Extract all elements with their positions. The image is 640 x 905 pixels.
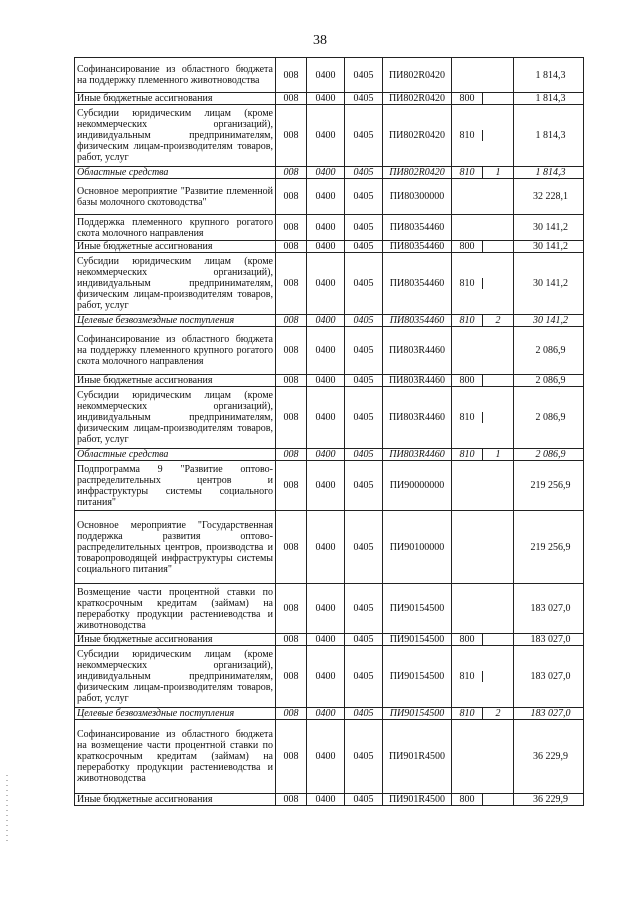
- section-code-cell: 0400: [307, 315, 345, 327]
- section-code-cell: 0400: [307, 93, 345, 105]
- section-code-cell: 0400: [307, 511, 345, 584]
- expense-type-cell: [452, 315, 514, 327]
- section-code-cell: 0400: [307, 449, 345, 461]
- subsection-code-cell: 0405: [345, 167, 383, 179]
- expense-type-cell: [452, 58, 514, 93]
- expense-type-cell: [452, 241, 514, 253]
- expense-type-cell: [452, 387, 514, 449]
- table-row: [75, 449, 584, 461]
- ved-code-cell: 008: [276, 720, 307, 794]
- amount-cell: 30 141,2: [514, 315, 584, 327]
- subsection-code-cell: 0405: [345, 241, 383, 253]
- table-row: [75, 646, 584, 708]
- amount-cell: 183 027,0: [514, 584, 584, 634]
- ved-code-cell: 008: [276, 167, 307, 179]
- row-name-cell: Областные средства: [75, 449, 276, 461]
- page-number: 38: [313, 33, 327, 48]
- ved-code-cell: 008: [276, 708, 307, 720]
- section-code-cell: 0400: [307, 708, 345, 720]
- funding-source-code: [482, 634, 513, 645]
- table-row: [75, 584, 584, 634]
- target-article-cell: ПИ802R0420: [383, 93, 452, 105]
- expense-type-cell: [452, 179, 514, 215]
- row-name-cell: Областные средства: [75, 167, 276, 179]
- section-code-cell: 0400: [307, 720, 345, 794]
- target-article-cell: ПИ802R0420: [383, 167, 452, 179]
- ved-code-cell: 008: [276, 375, 307, 387]
- ved-code-cell: 008: [276, 215, 307, 241]
- table-body: [75, 58, 584, 806]
- table-row: [75, 387, 584, 449]
- expense-type-code: 810: [459, 449, 475, 460]
- ved-code-cell: 008: [276, 387, 307, 449]
- table-row: [75, 179, 584, 215]
- row-name-cell: Субсидии юридическим лицам (кроме некоммерческих организаций), индивидуальным предпринимателям, физическим лицам-производителям товаров, работ, услуг: [75, 253, 276, 315]
- expense-type-cell: [452, 794, 514, 806]
- target-article-cell: ПИ90100000: [383, 511, 452, 584]
- funding-source-code: [482, 794, 513, 805]
- table-row: [75, 461, 584, 511]
- ved-code-cell: 008: [276, 461, 307, 511]
- target-article-cell: ПИ80354460: [383, 253, 452, 315]
- subsection-code-cell: 0405: [345, 179, 383, 215]
- row-name-cell: Софинансирование из областного бюджета на поддержку племенного крупного рогатого скота молочного направления: [75, 327, 276, 375]
- section-code-cell: 0400: [307, 58, 345, 93]
- funding-source-code: [482, 375, 513, 386]
- section-code-cell: 0400: [307, 387, 345, 449]
- table-row: [75, 93, 584, 105]
- table-row: [75, 58, 584, 93]
- expense-type-cell: [452, 215, 514, 241]
- amount-cell: 219 256,9: [514, 511, 584, 584]
- amount-cell: 30 141,2: [514, 253, 584, 315]
- section-code-cell: 0400: [307, 375, 345, 387]
- target-article-cell: ПИ90154500: [383, 646, 452, 708]
- ved-code-cell: 008: [276, 646, 307, 708]
- expense-type-code: 800: [459, 241, 475, 252]
- target-article-cell: ПИ90154500: [383, 584, 452, 634]
- target-article-cell: ПИ803R4460: [383, 327, 452, 375]
- table-row: [75, 511, 584, 584]
- target-article-cell: ПИ80354460: [383, 215, 452, 241]
- ved-code-cell: 008: [276, 315, 307, 327]
- target-article-cell: ПИ802R0420: [383, 58, 452, 93]
- row-name-cell: Субсидии юридическим лицам (кроме некоммерческих организаций), индивидуальным предпринимателям, физическим лицам-производителям товаров, работ, услуг: [75, 105, 276, 167]
- section-code-cell: 0400: [307, 584, 345, 634]
- target-article-cell: ПИ803R4460: [383, 387, 452, 449]
- expense-type-code: 800: [459, 634, 475, 645]
- row-name-cell: Основное мероприятие "Государственная поддержка развития оптово-распределительных центров, производства и товаропроводящей инфраструктуры системы социального питания": [75, 511, 276, 584]
- amount-cell: 30 141,2: [514, 215, 584, 241]
- section-code-cell: 0400: [307, 241, 345, 253]
- subsection-code-cell: 0405: [345, 449, 383, 461]
- target-article-cell: ПИ803R4460: [383, 449, 452, 461]
- expense-type-cell: [452, 93, 514, 105]
- ved-code-cell: 008: [276, 105, 307, 167]
- amount-cell: 30 141,2: [514, 241, 584, 253]
- funding-source-code: 1: [482, 449, 513, 460]
- section-code-cell: 0400: [307, 794, 345, 806]
- expense-type-code: 810: [459, 167, 475, 178]
- section-code-cell: 0400: [307, 105, 345, 167]
- expense-type-code: 810: [459, 412, 475, 423]
- section-code-cell: 0400: [307, 646, 345, 708]
- amount-cell: 2 086,9: [514, 327, 584, 375]
- section-code-cell: 0400: [307, 634, 345, 646]
- table-row: [75, 315, 584, 327]
- expense-type-code: 810: [459, 130, 475, 141]
- target-article-cell: ПИ80300000: [383, 179, 452, 215]
- target-article-cell: ПИ80354460: [383, 315, 452, 327]
- section-code-cell: 0400: [307, 215, 345, 241]
- subsection-code-cell: 0405: [345, 253, 383, 315]
- target-article-cell: ПИ80354460: [383, 241, 452, 253]
- subsection-code-cell: 0405: [345, 105, 383, 167]
- table-row: [75, 634, 584, 646]
- expense-type-code: 800: [459, 375, 475, 386]
- table-row: [75, 794, 584, 806]
- expense-type-cell: [452, 449, 514, 461]
- row-name-cell: Подпрограмма 9 "Развитие оптово-распределительных центров и инфраструктуры системы социального питания": [75, 461, 276, 511]
- row-name-cell: Целевые безвозмездные поступления: [75, 708, 276, 720]
- section-code-cell: 0400: [307, 253, 345, 315]
- amount-cell: 36 229,9: [514, 720, 584, 794]
- amount-cell: 183 027,0: [514, 634, 584, 646]
- expense-type-cell: [452, 646, 514, 708]
- expense-type-cell: [452, 720, 514, 794]
- expense-type-code: 810: [459, 315, 475, 326]
- amount-cell: 1 814,3: [514, 167, 584, 179]
- amount-cell: 2 086,9: [514, 449, 584, 461]
- ved-code-cell: 008: [276, 634, 307, 646]
- ved-code-cell: 008: [276, 179, 307, 215]
- ved-code-cell: 008: [276, 449, 307, 461]
- row-name-cell: Иные бюджетные ассигнования: [75, 375, 276, 387]
- funding-source-code: 2: [482, 708, 513, 719]
- table-row: [75, 215, 584, 241]
- expense-type-cell: [452, 327, 514, 375]
- row-name-cell: Субсидии юридическим лицам (кроме некоммерческих организаций), индивидуальным предпринимателям, физическим лицам-производителям товаров, работ, услуг: [75, 646, 276, 708]
- row-name-cell: Иные бюджетные ассигнования: [75, 794, 276, 806]
- amount-cell: 1 814,3: [514, 58, 584, 93]
- funding-source-code: [482, 93, 513, 104]
- section-code-cell: 0400: [307, 179, 345, 215]
- target-article-cell: ПИ803R4460: [383, 375, 452, 387]
- table-row: [75, 375, 584, 387]
- section-code-cell: 0400: [307, 327, 345, 375]
- expense-type-code: 810: [459, 671, 475, 682]
- table-row: [75, 327, 584, 375]
- expense-type-cell: [452, 167, 514, 179]
- row-name-cell: Иные бюджетные ассигнования: [75, 634, 276, 646]
- amount-cell: 183 027,0: [514, 646, 584, 708]
- funding-source-code: 1: [482, 167, 513, 178]
- subsection-code-cell: 0405: [345, 327, 383, 375]
- subsection-code-cell: 0405: [345, 584, 383, 634]
- target-article-cell: ПИ90154500: [383, 708, 452, 720]
- target-article-cell: ПИ901R4500: [383, 720, 452, 794]
- row-name-cell: Софинансирование из областного бюджета на возмещение части процентной ставки по краткосрочным кредитам (займам) на переработку продукции растениеводства и животноводства: [75, 720, 276, 794]
- amount-cell: 1 814,3: [514, 93, 584, 105]
- subsection-code-cell: 0405: [345, 708, 383, 720]
- ved-code-cell: 008: [276, 327, 307, 375]
- row-name-cell: Иные бюджетные ассигнования: [75, 241, 276, 253]
- expense-type-cell: [452, 584, 514, 634]
- funding-source-code: [482, 241, 513, 252]
- ved-code-cell: 008: [276, 58, 307, 93]
- expense-type-code: 810: [459, 278, 475, 289]
- target-article-cell: ПИ90154500: [383, 634, 452, 646]
- row-name-cell: Основное мероприятие "Развитие племенной базы молочного скотоводства": [75, 179, 276, 215]
- row-name-cell: Субсидии юридическим лицам (кроме некоммерческих организаций), индивидуальным предпринимателям, физическим лицам-производителям товаров, работ, услуг: [75, 387, 276, 449]
- row-name-cell: Возмещение части процентной ставки по краткосрочным кредитам (займам) на переработку продукции растениеводства и животноводства: [75, 584, 276, 634]
- subsection-code-cell: 0405: [345, 511, 383, 584]
- funding-source-code: [482, 278, 513, 289]
- subsection-code-cell: 0405: [345, 387, 383, 449]
- table-row: [75, 720, 584, 794]
- subsection-code-cell: 0405: [345, 215, 383, 241]
- funding-source-code: [482, 412, 513, 423]
- amount-cell: 32 228,1: [514, 179, 584, 215]
- funding-source-code: [482, 671, 513, 682]
- section-code-cell: 0400: [307, 461, 345, 511]
- table-row: [75, 708, 584, 720]
- expense-type-cell: [452, 461, 514, 511]
- amount-cell: 2 086,9: [514, 387, 584, 449]
- amount-cell: 183 027,0: [514, 708, 584, 720]
- expense-type-cell: [452, 253, 514, 315]
- subsection-code-cell: 0405: [345, 58, 383, 93]
- expense-type-cell: [452, 511, 514, 584]
- subsection-code-cell: 0405: [345, 375, 383, 387]
- ved-code-cell: 008: [276, 93, 307, 105]
- target-article-cell: ПИ90000000: [383, 461, 452, 511]
- subsection-code-cell: 0405: [345, 646, 383, 708]
- subsection-code-cell: 0405: [345, 93, 383, 105]
- amount-cell: 2 086,9: [514, 375, 584, 387]
- ved-code-cell: 008: [276, 511, 307, 584]
- expense-type-code: 800: [459, 794, 475, 805]
- expense-type-cell: [452, 708, 514, 720]
- subsection-code-cell: 0405: [345, 794, 383, 806]
- row-name-cell: Целевые безвозмездные поступления: [75, 315, 276, 327]
- ved-code-cell: 008: [276, 253, 307, 315]
- budget-table: [74, 57, 584, 806]
- row-name-cell: Поддержка племенного крупного рогатого скота молочного направления: [75, 215, 276, 241]
- table-row: [75, 253, 584, 315]
- row-name-cell: Иные бюджетные ассигнования: [75, 93, 276, 105]
- section-code-cell: 0400: [307, 167, 345, 179]
- subsection-code-cell: 0405: [345, 720, 383, 794]
- ved-code-cell: 008: [276, 794, 307, 806]
- margin-dots: [6, 775, 8, 845]
- table-row: [75, 167, 584, 179]
- expense-type-code: 810: [459, 708, 475, 719]
- subsection-code-cell: 0405: [345, 461, 383, 511]
- target-article-cell: ПИ901R4500: [383, 794, 452, 806]
- expense-type-code: 800: [459, 93, 475, 104]
- amount-cell: 1 814,3: [514, 105, 584, 167]
- target-article-cell: ПИ802R0420: [383, 105, 452, 167]
- table-row: [75, 241, 584, 253]
- funding-source-code: 2: [482, 315, 513, 326]
- subsection-code-cell: 0405: [345, 634, 383, 646]
- expense-type-cell: [452, 634, 514, 646]
- row-name-cell: Софинансирование из областного бюджета на поддержку племенного животноводства: [75, 58, 276, 93]
- table-row: [75, 105, 584, 167]
- expense-type-cell: [452, 375, 514, 387]
- expense-type-cell: [452, 105, 514, 167]
- ved-code-cell: 008: [276, 241, 307, 253]
- amount-cell: 36 229,9: [514, 794, 584, 806]
- ved-code-cell: 008: [276, 584, 307, 634]
- amount-cell: 219 256,9: [514, 461, 584, 511]
- subsection-code-cell: 0405: [345, 315, 383, 327]
- funding-source-code: [482, 130, 513, 141]
